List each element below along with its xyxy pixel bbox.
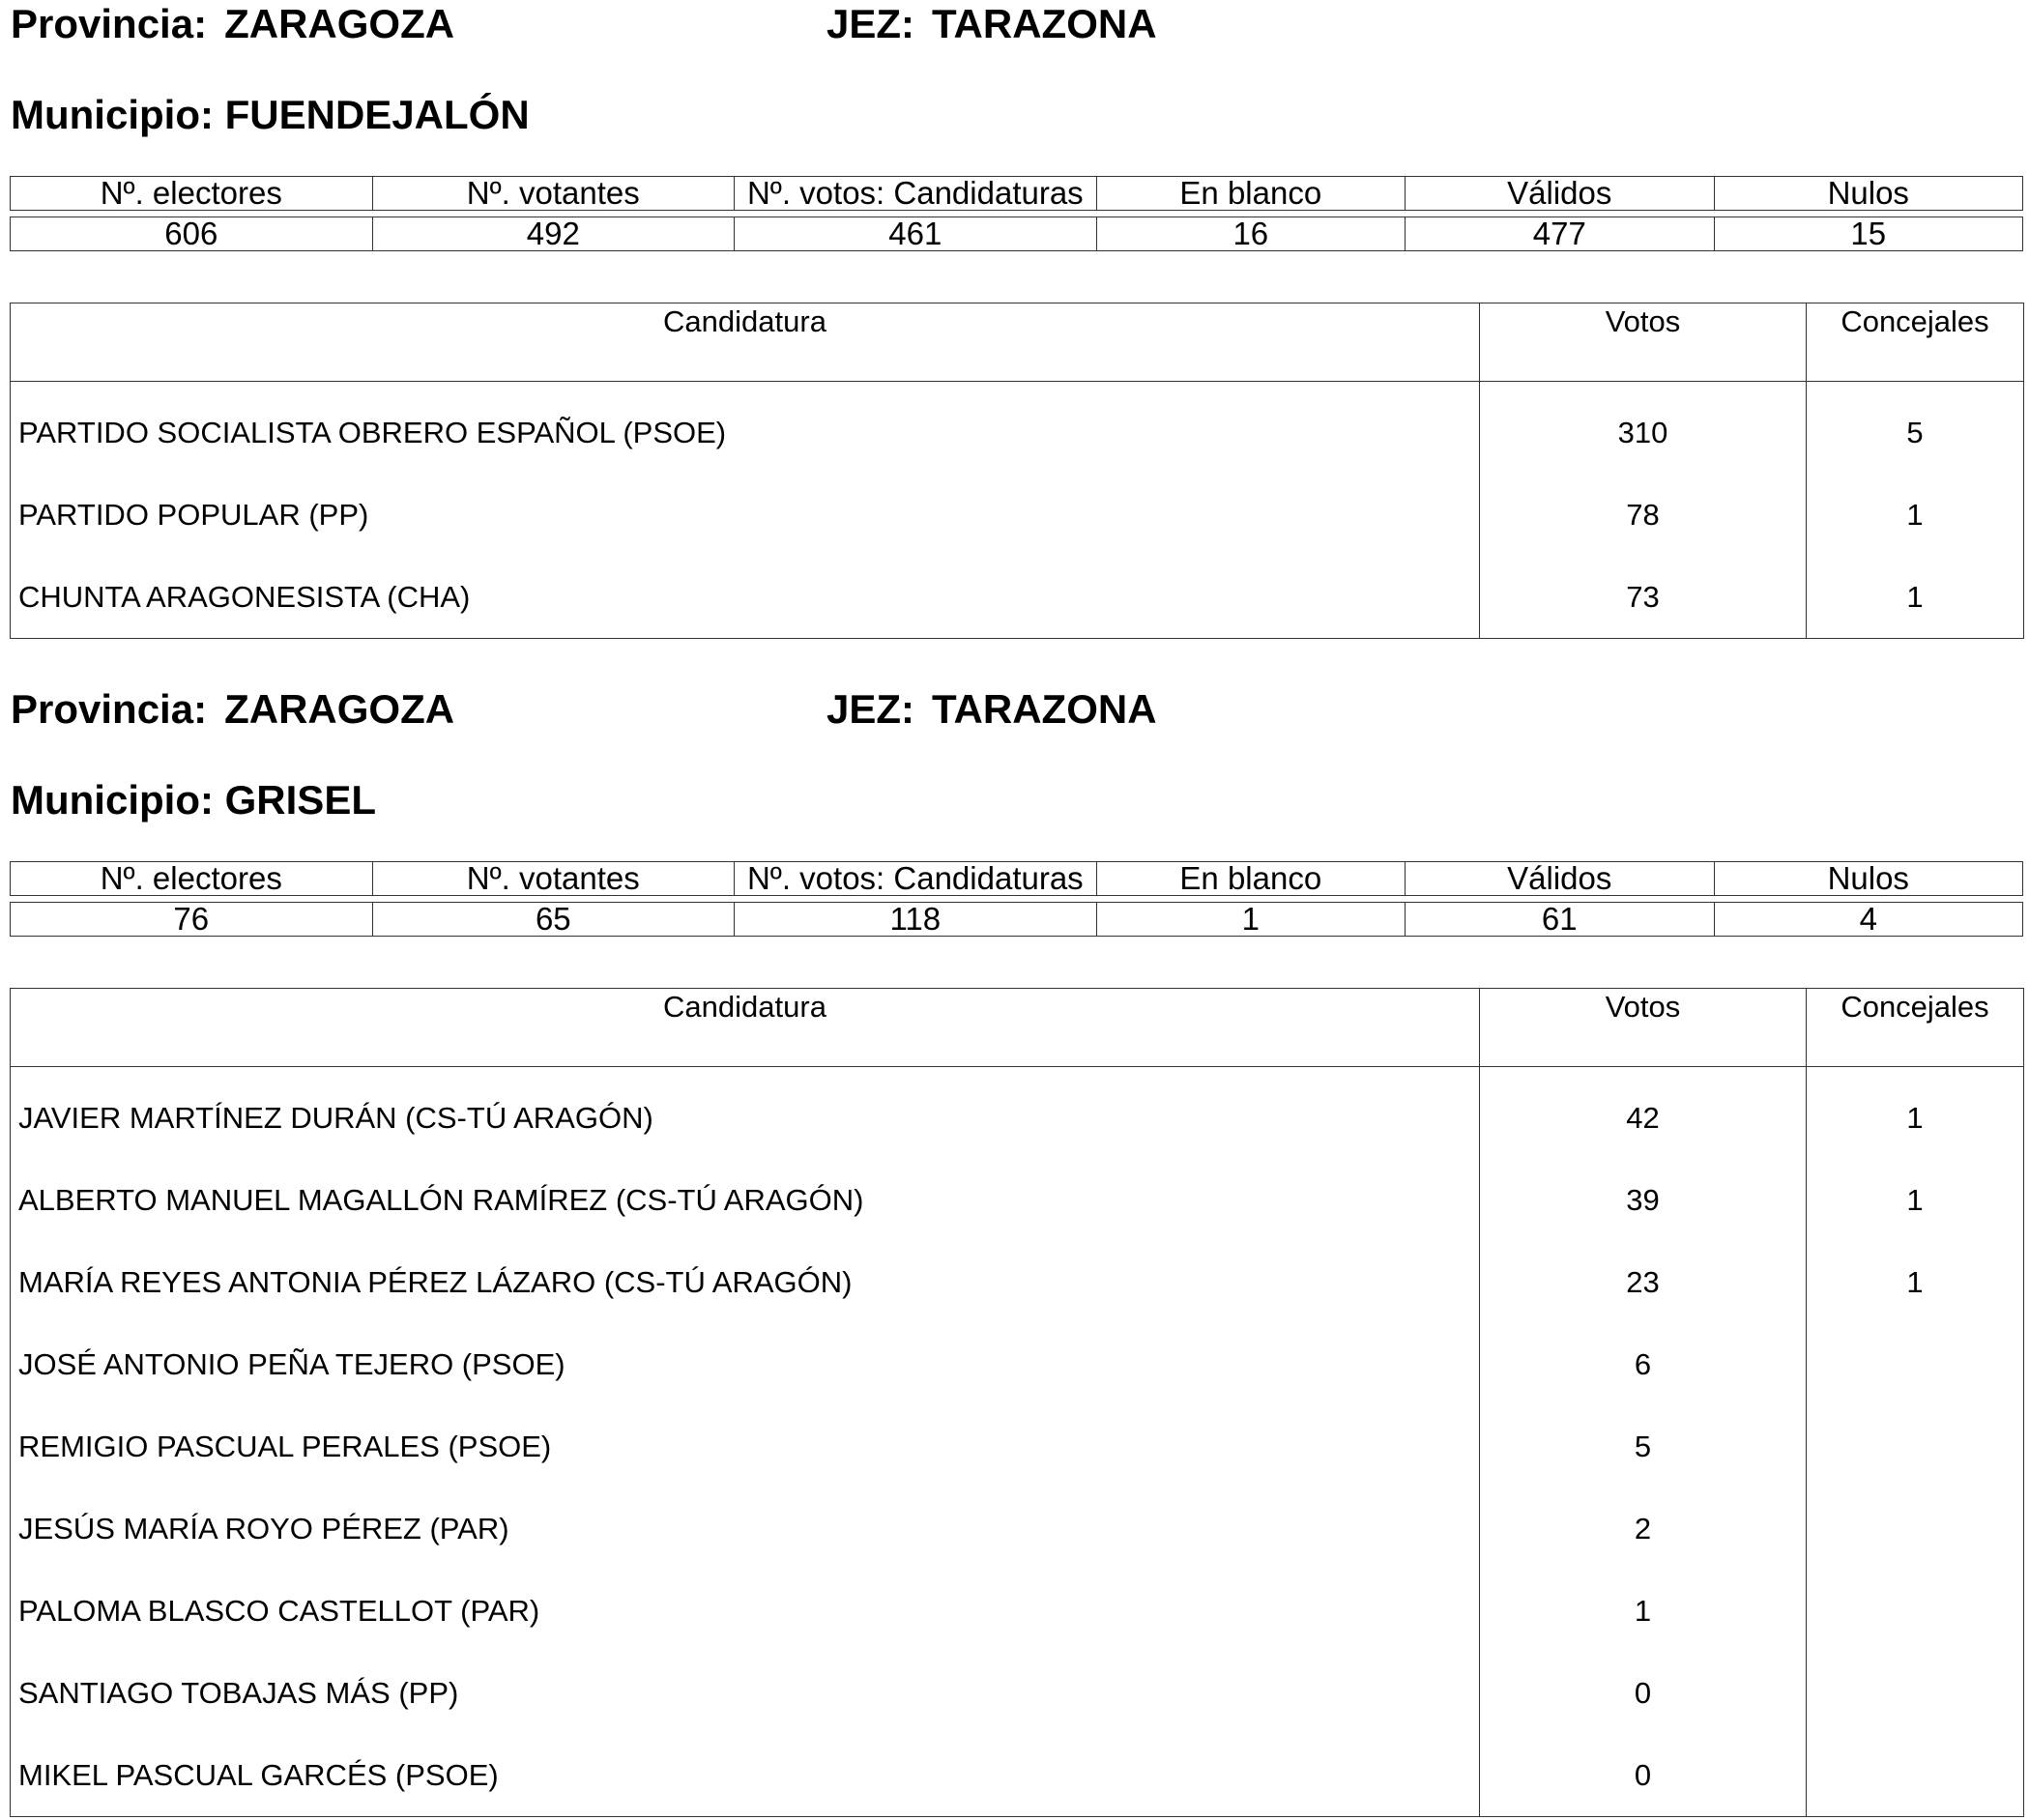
candidatura-name: MARÍA REYES ANTONIA PÉREZ LÁZARO (CS-TÚ ARAGÓN) — [18, 1264, 853, 1299]
table-row — [11, 1734, 2024, 1817]
candidatura-name: CHUNTA ARAGONESISTA (CHA) — [18, 579, 471, 614]
table-row — [11, 1570, 2024, 1652]
provincia-heading: Provincia: ZARAGOZA — [11, 686, 455, 732]
stats-header-row — [11, 177, 2023, 211]
candidaturas-table — [10, 988, 2024, 1817]
jez-heading: JEZ: TARAZONA — [826, 686, 1157, 732]
candidatura-name: PARTIDO POPULAR (PP) — [18, 497, 369, 532]
votos-value: 2 — [1480, 1488, 1807, 1570]
jez-value: TARAZONA — [932, 686, 1157, 732]
municipio-value: GRISEL — [224, 777, 376, 823]
stats-value-cell: 606 — [11, 217, 373, 251]
stats-value-cell: 76 — [11, 903, 373, 937]
municipio-heading: Municipio: GRISEL — [11, 777, 376, 823]
stats-value-cell: 16 — [1096, 217, 1405, 251]
votos-value: 1 — [1480, 1570, 1807, 1652]
concejales-value: 1 — [1807, 556, 2024, 639]
table-row — [11, 382, 2024, 475]
stats-header-cell: Nº. votantes — [372, 177, 735, 211]
municipio-value: FUENDEJALÓN — [224, 92, 530, 137]
candidatura-name: PARTIDO SOCIALISTA OBRERO ESPAÑOL (PSOE) — [18, 415, 727, 449]
provincia-heading: Provincia: ZARAGOZA — [11, 1, 455, 46]
candidatura-name: JESÚS MARÍA ROYO PÉREZ (PAR) — [18, 1511, 509, 1546]
concejales-value: 1 — [1807, 474, 2024, 556]
table-row — [11, 1067, 2024, 1160]
stats-header-cell: Nº. votantes — [372, 862, 735, 896]
concejales-value — [1807, 1570, 2024, 1652]
candidaturas-header-row — [11, 989, 2024, 1067]
stats-value-cell: 61 — [1406, 903, 1714, 937]
table-row — [11, 1405, 2024, 1488]
stats-header-cell: Nulos — [1714, 862, 2023, 896]
stats-table — [10, 176, 2023, 251]
votos-value: 0 — [1480, 1734, 1807, 1817]
stats-value-cell: 1 — [1096, 903, 1405, 937]
concejales-value — [1807, 1734, 2024, 1817]
candidatura-name: JOSÉ ANTONIO PEÑA TEJERO (PSOE) — [18, 1346, 565, 1381]
concejales-value: 5 — [1807, 382, 2024, 475]
stats-header-cell: Nº. votos: Candidaturas — [735, 177, 1097, 211]
stats-value-cell: 65 — [372, 903, 735, 937]
concejales-value: 1 — [1807, 1241, 2024, 1323]
stats-value-cell: 461 — [735, 217, 1097, 251]
provincia-value: ZARAGOZA — [224, 686, 455, 732]
candidatura-name: PALOMA BLASCO CASTELLOT (PAR) — [18, 1593, 540, 1628]
provincia-value: ZARAGOZA — [224, 1, 455, 46]
candidaturas-header-row — [11, 303, 2024, 382]
candidaturas-table — [10, 303, 2024, 639]
concejales-value — [1807, 1488, 2024, 1570]
stats-header-cell: En blanco — [1096, 177, 1405, 211]
table-row — [11, 1241, 2024, 1323]
municipio-heading: Municipio: FUENDEJALÓN — [11, 92, 530, 137]
candidatura-name: REMIGIO PASCUAL PERALES (PSOE) — [18, 1429, 552, 1463]
stats-value-cell: 492 — [372, 217, 735, 251]
table-row — [11, 1159, 2024, 1241]
votos-value: 78 — [1480, 474, 1807, 556]
stats-value-cell: 477 — [1406, 217, 1714, 251]
stats-value-row — [11, 903, 2023, 937]
votos-value: 23 — [1480, 1241, 1807, 1323]
stats-value-cell: 4 — [1714, 903, 2023, 937]
votos-value: 5 — [1480, 1405, 1807, 1488]
stats-header-cell: En blanco — [1096, 862, 1405, 896]
concejales-value: 1 — [1807, 1067, 2024, 1160]
header-candidatura: Candidatura — [11, 303, 1480, 382]
stats-value-cell: 118 — [735, 903, 1097, 937]
votos-value: 73 — [1480, 556, 1807, 639]
table-row — [11, 1488, 2024, 1570]
stats-value-cell: 15 — [1714, 217, 2023, 251]
concejales-value — [1807, 1652, 2024, 1734]
table-row — [11, 474, 2024, 556]
header-votos: Votos — [1480, 989, 1807, 1067]
stats-header-cell: Válidos — [1406, 862, 1714, 896]
stats-header-row — [11, 862, 2023, 896]
table-row — [11, 1323, 2024, 1405]
jez-heading: JEZ: TARAZONA — [826, 1, 1157, 46]
candidatura-name: SANTIAGO TOBAJAS MÁS (PP) — [18, 1675, 459, 1710]
votos-value: 42 — [1480, 1067, 1807, 1160]
candidatura-name: JAVIER MARTÍNEZ DURÁN (CS-TÚ ARAGÓN) — [18, 1100, 653, 1135]
stats-header-cell: Nº. electores — [11, 862, 373, 896]
header-concejales: Concejales — [1807, 989, 2024, 1067]
header-candidatura: Candidatura — [11, 989, 1480, 1067]
candidatura-name: MIKEL PASCUAL GARCÉS (PSOE) — [18, 1757, 499, 1792]
votos-value: 6 — [1480, 1323, 1807, 1405]
table-row — [11, 556, 2024, 639]
header-concejales: Concejales — [1807, 303, 2024, 382]
concejales-value — [1807, 1323, 2024, 1405]
stats-header-cell: Nulos — [1714, 177, 2023, 211]
stats-header-cell: Válidos — [1406, 177, 1714, 211]
header-votos: Votos — [1480, 303, 1807, 382]
candidatura-name: ALBERTO MANUEL MAGALLÓN RAMÍREZ (CS-TÚ ARAGÓN) — [18, 1182, 864, 1217]
stats-header-cell: Nº. electores — [11, 177, 373, 211]
stats-table — [10, 861, 2023, 937]
jez-value: TARAZONA — [932, 1, 1157, 46]
table-row — [11, 1652, 2024, 1734]
stats-header-cell: Nº. votos: Candidaturas — [735, 862, 1097, 896]
votos-value: 310 — [1480, 382, 1807, 475]
concejales-value — [1807, 1405, 2024, 1488]
concejales-value: 1 — [1807, 1159, 2024, 1241]
stats-value-row — [11, 217, 2023, 251]
votos-value: 0 — [1480, 1652, 1807, 1734]
votos-value: 39 — [1480, 1159, 1807, 1241]
